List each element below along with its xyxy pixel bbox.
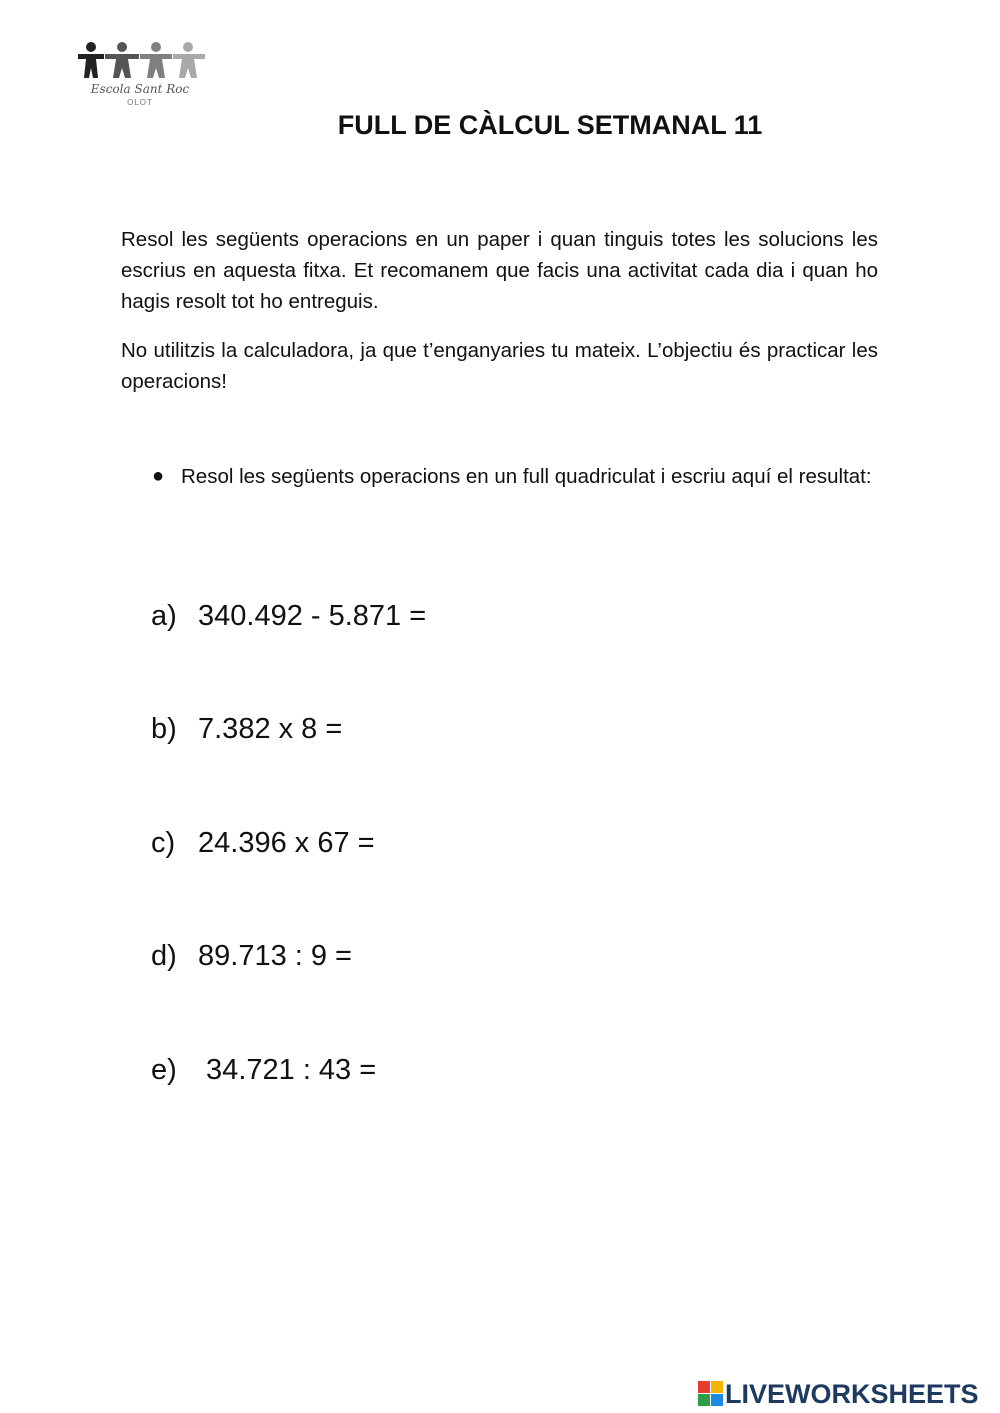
operation-c [151,826,375,860]
school-logo [72,38,208,114]
children-holding-hands-icon [74,40,206,80]
operation-label: c) [151,827,176,859]
operation-b [151,712,342,746]
operation-expression: 340.492 - 5.871 = [198,600,427,632]
operation-expression: 7.382 x 8 = [198,713,343,745]
operation-e [151,1053,376,1087]
intro-paragraph-1: Resol les següents operacions en un paper i quan tinguis totes les solucions les escrius en aquesta fitxa. Et recomanem que facis una activitat cada dia i quan ho hagis resolt tot ho entreguis. [121,228,878,313]
operation-label: a) [151,600,177,632]
intro-paragraph-2: No utilitzis la calculadora, ja que t’enganyaries tu mateix. L’objectiu és practicar les operacions! [121,339,878,393]
operation-expression: 34.721 : 43 = [198,1054,377,1086]
school-town: OLOT [127,98,153,107]
bullet-icon: ● [152,465,165,487]
operation-label: e) [151,1054,177,1086]
operation-d [151,939,352,973]
instruction-text: Resol les següents operacions en un full quadriculat i escriu aquí el resultat: [181,465,872,488]
liveworksheets-brand: LIVEWORKSHEETS [725,1379,979,1409]
operation-a [151,599,426,633]
operation-label: d) [151,940,177,972]
liveworksheets-logo-icon [698,1381,724,1407]
operation-expression: 89.713 : 9 = [198,940,352,972]
operation-label: b) [151,713,177,745]
operation-expression: 24.396 x 67 = [198,827,375,859]
school-name: Escola Sant Roc [90,82,190,96]
page-title: FULL DE CÀLCUL SETMANAL 11 [337,110,763,140]
